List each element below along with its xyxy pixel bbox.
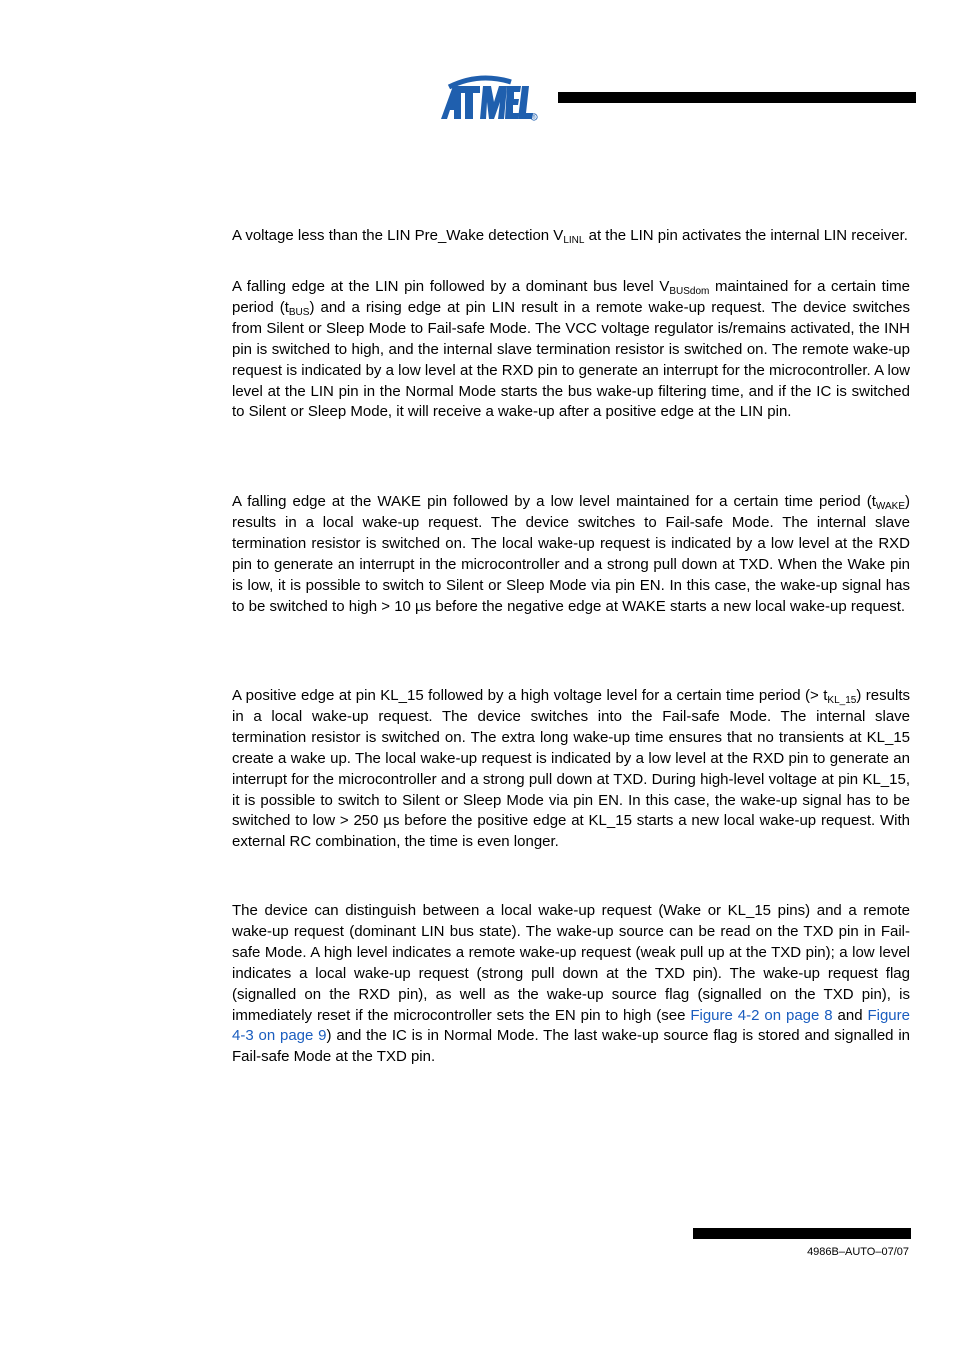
atmel-logo-graphic bbox=[439, 74, 539, 122]
logo-registered-mark: ® bbox=[532, 115, 536, 121]
header-rule bbox=[558, 92, 916, 103]
subscript-busdom: BUSdom bbox=[669, 286, 710, 297]
paragraph-lin-pre-wake: A voltage less than the LIN Pre_Wake detection $V_{LINL}$ at the LIN pin activates the internal LIN receiver. bbox=[232, 227, 908, 246]
figure-4-2-link[interactable]: Figure 4-2 on page 8 bbox=[690, 1006, 833, 1024]
subscript-kl15: KL_15 bbox=[827, 695, 857, 706]
footer-rule bbox=[693, 1228, 911, 1239]
paragraph-wake-pin: A falling edge at the WAKE pin followed by a low level maintained for a certain time period $(t_{WAKE})$ results in a local wake-up request. The device switches to Fail-safe Mode. The internal slave termination resistor is switched on. The local wake-up request is indicated by a low level at the RXD pin to generate an interrupt in the microcontroller and a strong pull down at TXD. When the Wake pin is low, it is possible to switch to Silent or Sleep Mode via pin EN. In this case, the wake-up signal has to be switched to high > 10 µs before the negative edge at WAKE starts a new local wake-up request. bbox=[232, 493, 910, 615]
atmel-logo bbox=[439, 74, 539, 122]
figure-4-3-link[interactable]: Figure 4-3 on page 9 bbox=[232, 1006, 910, 1045]
document-code: 4986B–AUTO–07/07 bbox=[807, 1246, 909, 1258]
subscript-linl: LINL bbox=[563, 235, 585, 246]
paragraph-remote-wakeup: A falling edge at the LIN pin followed by a dominant bus level $V_{BUSdom}$ maintained for a certain time period $(t_{BUS})$ and a rising edge at pin LIN result in a remote wake-up request. The device switches from Silent or Sleep Mode to Fail-safe Mode. The VCC voltage regulator is/remains activated, the INH pin is switched to high, and the internal slave termination resistor is switched on. The remote wake-up request is indicated by a low level at the RXD pin to generate an interrupt for the microcontroller. A low level at the LIN pin in the Normal Mode starts the bus wake-up filtering time, and if the IC is switched to Silent or Sleep Mode, it will receive a wake-up after a positive edge at the LIN pin. bbox=[232, 278, 911, 421]
paragraph-wakeup-source: The device can distinguish between a local wake-up request (Wake or KL_15 pins) and a remote wake-up request (dominant LIN bus state). The wake-up source can be read on the TXD pin in Fail-safe Mode. A high level indicates a remote wake-up request (weak pull up at the TXD pin); a low level indicates a local wake-up request (strong pull down at the TXD pin). The wake-up request flag (signalled on the RXD pin), as well as the wake-up source flag (signalled on the TXD pin), is immediately reset if the microcontroller sets the EN pin to high (see Figure 4-2 on page 8 and Figure 4-3 on page 9) and the IC is in Normal Mode. The last wake-up source flag is stored and signalled in Fail-safe Mode at the TXD pin. bbox=[232, 902, 910, 1066]
subscript-wake: WAKE bbox=[875, 501, 905, 512]
paragraph-kl15-wakeup: A positive edge at pin KL_15 followed by a high voltage level for a certain time period (> $t_{KL\_15}$) results in a local wake-up request. The device switches into the Fail-safe Mode. The internal slave termination resistor is switched on. The extra long wake-up time ensures that no transients at KL_15 create a wake up. The local wake-up request is indicated by a low level at the RXD pin to generate an interrupt for the microcontroller and a strong pull down at TXD. During high-level voltage at pin KL_15, it is possible to switch to Silent or Sleep Mode via pin EN. In this case, the wake-up signal has to be switched to low > 250 µs before the positive edge at KL_15 starts a new local wake-up request. With external RC combination, the time is even longer. bbox=[232, 687, 910, 851]
subscript-bus: BUS bbox=[288, 306, 310, 318]
